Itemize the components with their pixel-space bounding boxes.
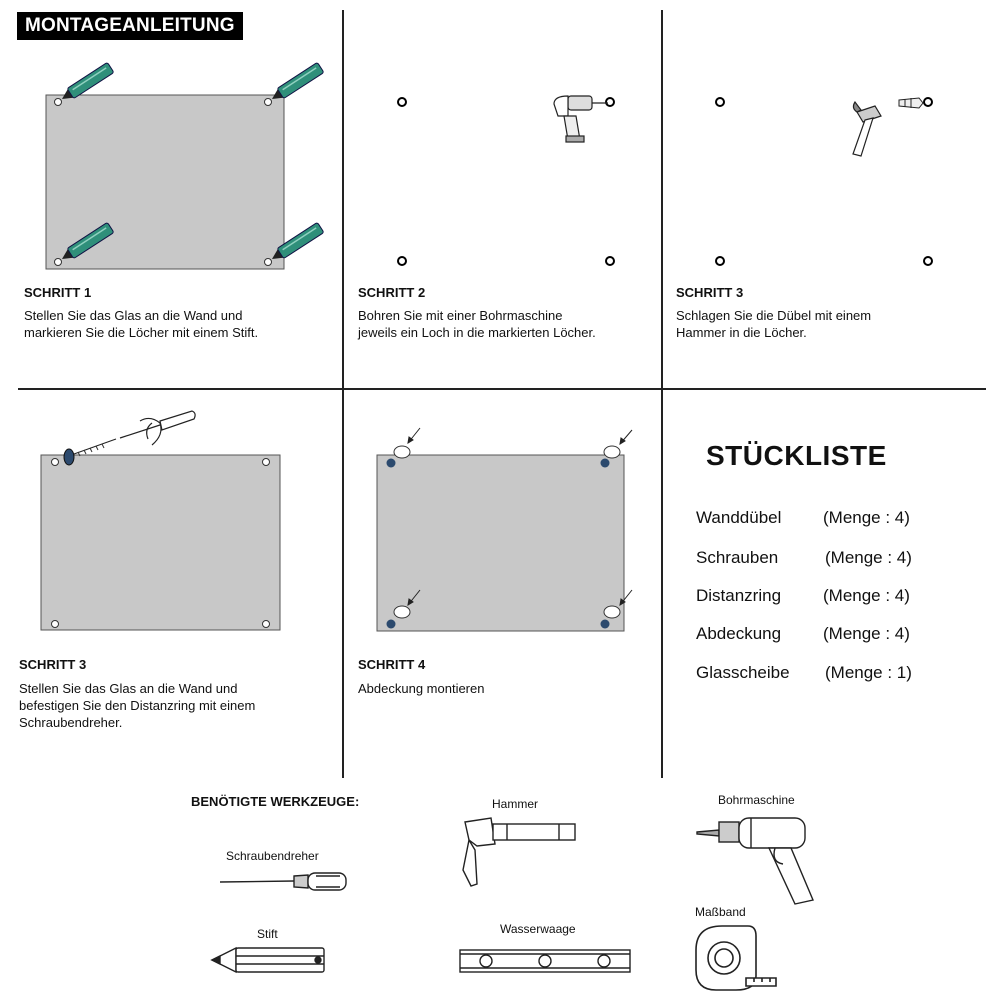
drilled-hole: [716, 98, 724, 106]
drilled-hole: [398, 257, 406, 265]
step-4: [358, 657, 658, 697]
part-row: [696, 548, 986, 568]
part-qty: (Menge : 4): [825, 548, 912, 567]
step-1: [24, 285, 334, 341]
part-name: Glasscheibe: [696, 663, 790, 682]
step-heading: SCHRITT 3: [676, 285, 744, 300]
glass-panel: [41, 455, 280, 630]
part-qty: (Menge : 1): [825, 663, 912, 682]
tool-label-pencil: Stift: [257, 927, 278, 941]
cover-cap: [394, 446, 410, 458]
step-line: Stellen Sie das Glas an die Wand und: [19, 681, 238, 696]
step-line: markieren Sie die Löcher mit einem Stift.: [24, 325, 259, 340]
drilled-hole: [398, 98, 406, 106]
step-heading: SCHRITT 2: [358, 285, 426, 300]
step-description: [358, 307, 658, 341]
part-row: [696, 508, 986, 528]
cover-cap: [394, 606, 410, 618]
hole-mark: [265, 99, 272, 106]
tool-label-level: Wasserwaage: [500, 922, 576, 936]
part-name: Schrauben: [696, 548, 779, 567]
step-2: [358, 285, 658, 341]
tool-label-hammer: Hammer: [492, 797, 539, 811]
part-name: Wanddübel: [696, 508, 782, 527]
step-line: befestigen Sie den Distanzring mit einem: [19, 698, 256, 713]
step-description: [24, 307, 334, 341]
step2-illustration: [342, 0, 662, 280]
hammer-tool-icon: [455, 810, 585, 890]
step-heading: SCHRITT 4: [358, 657, 426, 672]
step-3: [676, 285, 976, 341]
spacer-cap: [601, 459, 610, 468]
tool-label-screwdriver: Schraubendreher: [226, 849, 319, 863]
step-description: [358, 680, 658, 697]
part-name: Abdeckung: [696, 624, 782, 643]
hammer-icon: [853, 102, 881, 156]
step-description: [19, 680, 334, 731]
hole-mark: [263, 621, 270, 628]
hole-mark: [55, 99, 62, 106]
step3b-illustration: [0, 395, 330, 655]
divider-h: [18, 388, 986, 390]
tools-heading: BENÖTIGTE WERKZEUGE:: [191, 794, 360, 809]
step-line: Hammer in die Löcher.: [676, 325, 807, 340]
hole-mark: [265, 259, 272, 266]
wall-plug-icon: [899, 98, 923, 108]
spacer-ring: [64, 449, 74, 465]
tape-measure-icon: [690, 920, 790, 1000]
pencil-tool-icon: [208, 942, 328, 982]
pen-icon: [269, 62, 324, 104]
part-row: [696, 586, 986, 606]
tool-label-drill: Bohrmaschine: [718, 793, 795, 807]
glass-panel: [377, 455, 624, 631]
cover-cap: [604, 606, 620, 618]
spacer-cap: [601, 620, 610, 629]
step-line: Schlagen Sie die Dübel mit einem: [676, 308, 872, 323]
level-tool-icon: [458, 946, 633, 976]
step3-illustration: [661, 0, 991, 280]
parts-list-title: STÜCKLISTE: [706, 440, 887, 471]
part-qty: (Menge : 4): [823, 508, 910, 527]
step-description: [676, 307, 976, 341]
spacer-cap: [387, 459, 396, 468]
hole-mark: [52, 459, 59, 466]
part-name: Distanzring: [696, 586, 782, 605]
drill-tool-icon: [695, 810, 835, 905]
hole-mark: [55, 259, 62, 266]
step-line: Bohren Sie mit einer Bohrmaschine: [358, 308, 563, 323]
screw-icon: [74, 439, 116, 456]
step-line: Schraubendreher.: [19, 715, 123, 730]
part-qty: (Menge : 4): [823, 586, 910, 605]
step-heading: SCHRITT 1: [24, 285, 92, 300]
part-row: [696, 663, 986, 683]
part-qty: (Menge : 4): [823, 624, 910, 643]
part-row: [696, 624, 986, 644]
drilled-hole: [716, 257, 724, 265]
drilled-hole: [924, 257, 932, 265]
step-heading: SCHRITT 3: [19, 657, 87, 672]
step1-illustration: [0, 0, 330, 280]
drilled-hole: [606, 98, 614, 106]
step-line: Abdeckung montieren: [358, 681, 485, 696]
page-title: MONTAGEANLEITUNG: [17, 12, 243, 40]
step-line: Stellen Sie das Glas an die Wand und: [24, 308, 243, 323]
cover-cap: [604, 446, 620, 458]
hole-mark: [263, 459, 270, 466]
screwdriver-icon: [120, 411, 195, 445]
drilled-hole: [924, 98, 932, 106]
spacer-cap: [387, 620, 396, 629]
step-3b: [19, 657, 334, 731]
screwdriver-tool-icon: [216, 866, 356, 896]
drilled-hole: [606, 257, 614, 265]
tool-label-tape: Maßband: [695, 905, 746, 919]
hole-mark: [52, 621, 59, 628]
step4-illustration: [342, 395, 662, 655]
drill-icon: [554, 96, 608, 142]
step-line: jeweils ein Loch in die markierten Löcher.: [358, 325, 596, 340]
